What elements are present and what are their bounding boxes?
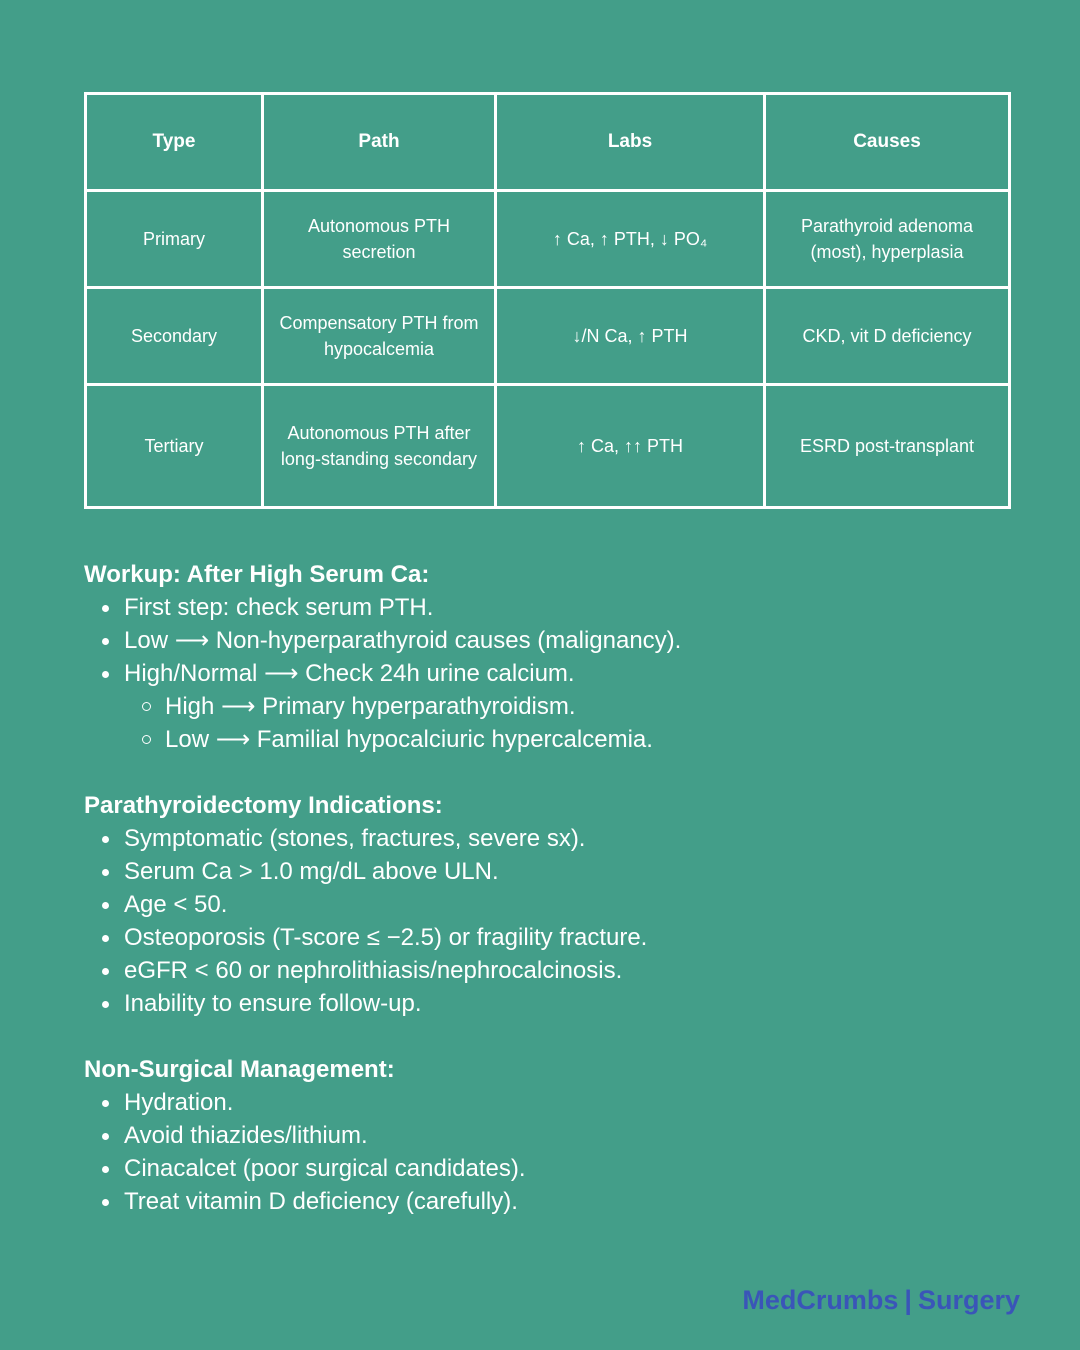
hyperparathyroidism-table [84,92,1011,509]
brand-name: MedCrumbs [742,1285,899,1315]
brand-section: Surgery [917,1285,1020,1315]
cell-type: Secondary [86,288,263,385]
header-causes: Causes [765,94,1010,191]
sub-list-item: Low ⟶ Familial hypocalciuric hypercalcemia. [84,723,1034,756]
brand-separator: | [904,1285,912,1315]
list-item: Inability to ensure follow-up. [84,987,1034,1020]
cell-causes: ESRD post-transplant [765,385,1010,508]
cell-labs: ↑ Ca, ↑ PTH, ↓ PO₄ [496,191,765,288]
brand-footer [742,1280,1020,1320]
list-item: Osteoporosis (T-score ≤ −2.5) or fragility fracture. [84,921,1034,954]
list-item: Hydration. [84,1086,1034,1119]
cell-path: Compensatory PTH from hypocalcemia [263,288,496,385]
workup-section [84,558,1034,756]
list-item: Avoid thiazides/lithium. [84,1119,1034,1152]
indications-heading: Parathyroidectomy Indications: [84,792,443,819]
list-item: eGFR < 60 or nephrolithiasis/nephrocalcinosis. [84,954,1034,987]
list-item: Age < 50. [84,888,1034,921]
list-item: Low ⟶ Non-hyperparathyroid causes (malignancy). [84,624,1034,657]
table-header-row [86,94,1010,191]
header-path: Path [263,94,496,191]
cell-labs: ↓/N Ca, ↑ PTH [496,288,765,385]
cell-labs: ↑ Ca, ↑↑ PTH [496,385,765,508]
list-item: Serum Ca > 1.0 mg/dL above ULN. [84,855,1034,888]
list-item: High/Normal ⟶ Check 24h urine calcium. [84,657,1034,690]
table-row [86,191,1010,288]
cell-type: Primary [86,191,263,288]
cell-path: Autonomous PTH secretion [263,191,496,288]
workup-heading: Workup: After High Serum Ca: [84,561,430,588]
table-row [86,385,1010,508]
header-labs: Labs [496,94,765,191]
list-item: Symptomatic (stones, fractures, severe sx). [84,822,1034,855]
cell-type: Tertiary [86,385,263,508]
cell-causes: CKD, vit D deficiency [765,288,1010,385]
list-item: First step: check serum PTH. [84,591,1034,624]
nonsurgical-section [84,1053,1034,1218]
nonsurgical-heading: Non-Surgical Management: [84,1056,395,1083]
sub-list-item: High ⟶ Primary hyperparathyroidism. [84,690,1034,723]
table-row [86,288,1010,385]
cell-causes: Parathyroid adenoma (most), hyperplasia [765,191,1010,288]
list-item: Cinacalcet (poor surgical candidates). [84,1152,1034,1185]
header-type: Type [86,94,263,191]
cell-path: Autonomous PTH after long-standing secondary [263,385,496,508]
indications-list [84,822,1034,1020]
indications-section [84,789,1034,1020]
nonsurgical-list [84,1086,1034,1218]
workup-list [84,591,1034,756]
list-item: Treat vitamin D deficiency (carefully). [84,1185,1034,1218]
